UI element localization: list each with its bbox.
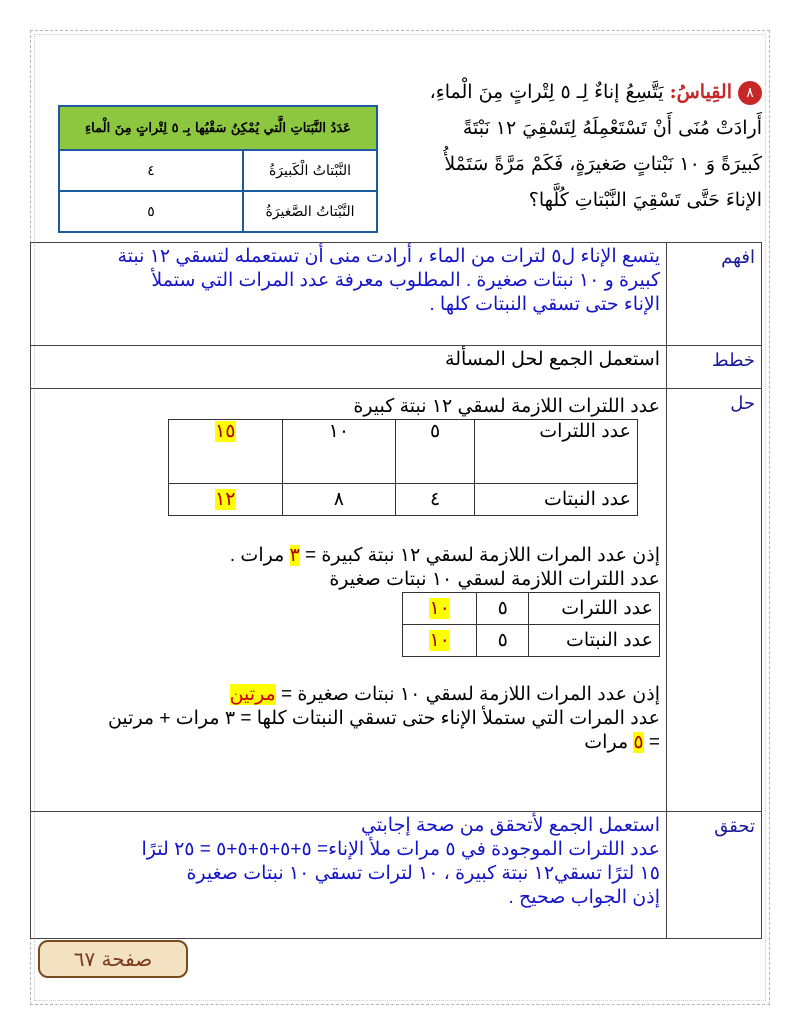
plan-content: استعمل الجمع لحل المسألة [31, 346, 667, 389]
understand-content [31, 243, 667, 346]
understand-label: افهم [667, 243, 762, 346]
plan-row [31, 346, 762, 389]
liters-cell: ١٠ [282, 420, 396, 484]
result-2-word: مرتين [229, 684, 276, 705]
problem-number-badge: ٨ [738, 81, 762, 105]
plants-cell: ٨ [282, 484, 396, 516]
solve-total-result [37, 731, 660, 755]
plants-table-row [169, 484, 638, 516]
plants-cell-answer [403, 625, 477, 657]
info-row-value: ٥ [59, 191, 243, 232]
liters-table-row [169, 420, 638, 484]
problem-line-3: كَبيرَةً وَ ١٠ نَبْتاتٍ صَغيرَةٍ، فَكَمْ مَرَّةً سَتَمْلأُ [444, 153, 762, 175]
info-row-label: النَّبْتاتُ الصَّغيرَةُ [243, 191, 377, 232]
check-label: تحقق [667, 812, 762, 939]
total-suffix: مرات [584, 732, 634, 753]
problem-keyword: القِياسُ: [669, 81, 732, 103]
plants-row-label: عدد النبتات [529, 625, 660, 657]
liters-row-label: عدد اللترات [529, 593, 660, 625]
liters-cell-answer [169, 420, 283, 484]
solve-result-1 [37, 544, 660, 568]
problem-line-1 [332, 74, 762, 110]
liters-cell: ٥ [477, 593, 529, 625]
info-row-value: ٤ [59, 150, 243, 191]
check-line-1: استعمل الجمع لأتحقق من صحة إجابتي [360, 815, 660, 836]
problem-text-1: يَتَّسِعُ إناءٌ لِـ ٥ لِتْراتٍ مِنَ الْماءِ، [429, 81, 670, 103]
liters-cell-answer [403, 593, 477, 625]
solve-total-line: عدد المرات التي ستملأ الإناء حتى تسقي النبتات كلها = ٣ مرات + مرتين [107, 708, 660, 729]
understand-line-2: كبيرة و ١٠ نبتات صغيرة . المطلوب معرفة عدد المرات التي ستملأ [151, 270, 660, 291]
result-1-suffix: مرات . [229, 545, 290, 566]
highlighted-value: ١٥ [215, 421, 236, 442]
info-table-header: عَدَدُ النَّبَتاتِ الَّتي يُمْكِنُ سَقْيُها بِـ ٥ لِتْراتٍ مِنَ الْماءِ [59, 106, 377, 150]
plants-cell: ٥ [477, 625, 529, 657]
check-line-3: ١٥ لترًا تسقي١٢ نبتة كبيرة ، ١٠ لترات تسقي ١٠ نبتات صغيرة [186, 863, 660, 884]
solve-label: حل [667, 389, 762, 812]
result-2-text: إذن عدد المرات اللازمة لسقي ١٠ نبتات صغيرة = [275, 684, 660, 705]
highlighted-value: ١٠ [429, 629, 450, 651]
problem-line-4: الإناءَ حَتَّى تَسْقِيَ النَّبْتاتِ كُلَّها؟ [528, 189, 762, 211]
plan-label: خطط [667, 346, 762, 389]
result-1-text: إذن عدد المرات اللازمة لسقي ١٢ نبتة كبيرة = [299, 545, 660, 566]
plants-info-table [58, 105, 378, 233]
plants-cell: ٤ [396, 484, 475, 516]
understand-line-1: يتسع الإناء ل٥ لترات من الماء ، أرادت منى أن تستعمله لتسقي ١٢ نبتة [117, 246, 660, 267]
solve-intro-1: عدد اللترات اللازمة لسقي ١٢ نبتة كبيرة [353, 396, 660, 417]
check-line-4: إذن الجواب صحيح . [508, 887, 660, 908]
solve-result-2 [37, 683, 660, 707]
page-number-badge: صفحة ٦٧ [38, 940, 188, 978]
highlighted-value: ١٠ [429, 597, 450, 619]
total-number: ٥ [633, 732, 644, 753]
plants-row-label: عدد النبتات [475, 484, 638, 516]
liters-table-row [403, 593, 660, 625]
liters-table-small [402, 592, 660, 657]
problem-line-2: أَرادَتْ مُنَى أَنْ تَسْتَعْمِلَهُ لِتَسْقِيَ ١٢ نَبْتَةً [462, 117, 762, 139]
check-line-2: عدد اللترات الموجودة في ٥ مرات ملأ الإناء= ٥+٥+٥+٥+٥ = ٢٥ لترًا [141, 839, 660, 860]
info-table-row [59, 191, 377, 232]
understand-line-3: الإناء حتى تسقي النبتات كلها . [429, 294, 660, 315]
plants-cell-answer [169, 484, 283, 516]
info-table-row [59, 150, 377, 191]
total-eq: = [643, 732, 660, 753]
solve-row [31, 389, 762, 812]
result-1-number: ٣ [289, 545, 300, 566]
info-table-header-row [59, 106, 377, 150]
understand-row [31, 243, 762, 346]
liters-row-label: عدد اللترات [475, 420, 638, 484]
plants-table-row [403, 625, 660, 657]
check-row [31, 812, 762, 939]
liters-table-large [168, 419, 638, 516]
info-row-label: النَّبْتاتُ الْكَبيرَةُ [243, 150, 377, 191]
liters-cell: ٥ [396, 420, 475, 484]
highlighted-value: ١٢ [215, 488, 236, 510]
solve-intro-2: عدد اللترات اللازمة لسقي ١٠ نبتات صغيرة [329, 569, 660, 590]
solve-content [31, 389, 667, 812]
problem-statement [332, 74, 762, 218]
solution-table [30, 242, 762, 939]
check-content [31, 812, 667, 939]
